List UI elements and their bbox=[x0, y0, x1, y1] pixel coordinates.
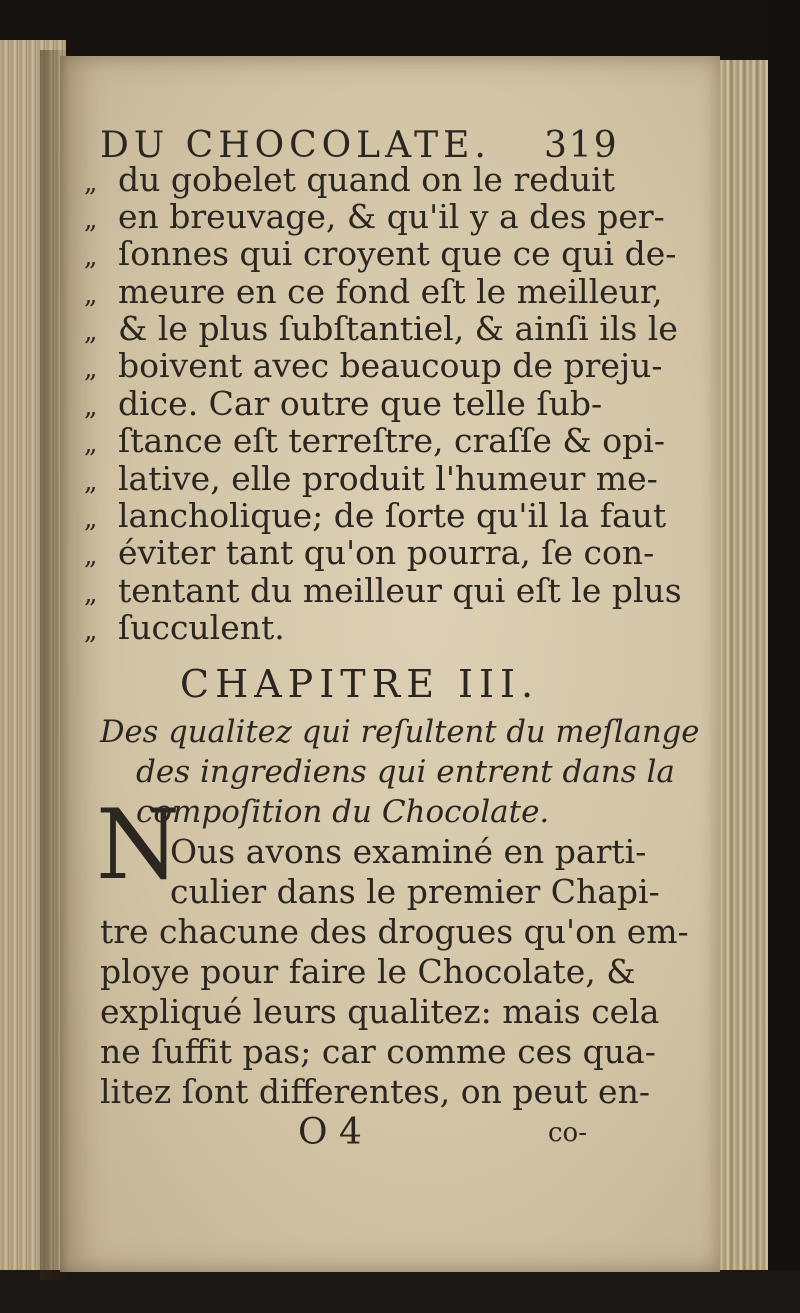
quote-mark: „ bbox=[84, 242, 98, 272]
chapter-summary-line: des ingrediens qui entrent dans la bbox=[136, 754, 675, 790]
quoted-line-text: du gobelet quand on le reduit bbox=[118, 160, 615, 199]
quoted-line-text: lancholique; de ſorte qu'il la faut bbox=[118, 496, 667, 535]
quote-mark: „ bbox=[84, 392, 98, 422]
quoted-line-text: ſucculent. bbox=[118, 608, 285, 647]
quote-mark: „ bbox=[84, 429, 98, 459]
quoted-line-text: lative, elle produit l'humeur me- bbox=[118, 459, 658, 498]
quote-mark: „ bbox=[84, 467, 98, 497]
quote-mark: „ bbox=[84, 541, 98, 571]
quoted-line bbox=[84, 608, 684, 648]
chapter-heading: CHAPITRE III. bbox=[180, 662, 540, 706]
quoted-line bbox=[84, 272, 684, 312]
quoted-line bbox=[84, 384, 684, 424]
body-line: ploye pour faire le Chocolate, & bbox=[100, 952, 636, 991]
drop-cap: N bbox=[96, 789, 180, 901]
page-gutter-shadow bbox=[40, 50, 70, 1280]
quoted-line-text: meure en ce fond eſt le meilleur, bbox=[118, 272, 663, 311]
quoted-line-text: dice. Car outre que telle ſub- bbox=[118, 384, 603, 423]
quoted-line-text: éviter tant qu'on pourra, ſe con- bbox=[118, 533, 655, 572]
quote-mark: „ bbox=[84, 616, 98, 646]
photo-background-right bbox=[768, 0, 800, 1313]
catchword: co- bbox=[548, 1118, 587, 1148]
quoted-line bbox=[84, 459, 684, 499]
body-line: expliqué leurs qualitez: mais cela bbox=[100, 992, 660, 1031]
quoted-line bbox=[84, 160, 684, 200]
quoted-line-text: tentant du meilleur qui eſt le plus bbox=[118, 571, 682, 610]
body-line: tre chacune des drogues qu'on em- bbox=[100, 912, 689, 951]
chapter-summary-line: compoſition du Chocolate. bbox=[136, 794, 550, 830]
photo-background-bottom bbox=[0, 1270, 800, 1313]
page-number: 319 bbox=[544, 125, 619, 166]
photo-background-top bbox=[0, 0, 800, 60]
quoted-line bbox=[84, 234, 684, 274]
quote-mark: „ bbox=[84, 168, 98, 198]
quoted-line-text: ſtance eſt terreſtre, craſſe & opi- bbox=[118, 421, 665, 460]
quote-mark: „ bbox=[84, 317, 98, 347]
running-head-title: DU CHOCOLATE. bbox=[100, 125, 491, 166]
signature-mark: O 4 bbox=[298, 1112, 362, 1153]
quoted-line-text: ſonnes qui croyent que ce qui de- bbox=[118, 234, 677, 273]
quoted-line bbox=[84, 309, 684, 349]
quoted-line bbox=[84, 533, 684, 573]
quote-mark: „ bbox=[84, 280, 98, 310]
quoted-line-text: & le plus ſubſtantiel, & ainſi ils le bbox=[118, 309, 678, 348]
running-head bbox=[100, 125, 619, 166]
chapter-summary-line: Des qualitez qui reſultent du meſlange bbox=[100, 714, 700, 750]
quote-mark: „ bbox=[84, 504, 98, 534]
body-line: ne ſuffit pas; car comme ces qua- bbox=[100, 1032, 656, 1071]
quoted-line-text: boivent avec beaucoup de preju- bbox=[118, 346, 663, 385]
quoted-line bbox=[84, 421, 684, 461]
body-line: litez ſont differentes, on peut en- bbox=[100, 1072, 650, 1111]
quote-mark: „ bbox=[84, 354, 98, 384]
quote-mark: „ bbox=[84, 205, 98, 235]
quoted-line bbox=[84, 346, 684, 386]
quote-mark: „ bbox=[84, 579, 98, 609]
body-line: Ous avons examiné en parti- bbox=[170, 832, 647, 871]
quoted-line bbox=[84, 496, 684, 536]
quoted-line bbox=[84, 571, 684, 611]
quoted-line-text: en breuvage, & qu'il y a des per- bbox=[118, 197, 665, 236]
quoted-line bbox=[84, 197, 684, 237]
body-line: culier dans le premier Chapi- bbox=[170, 872, 660, 911]
